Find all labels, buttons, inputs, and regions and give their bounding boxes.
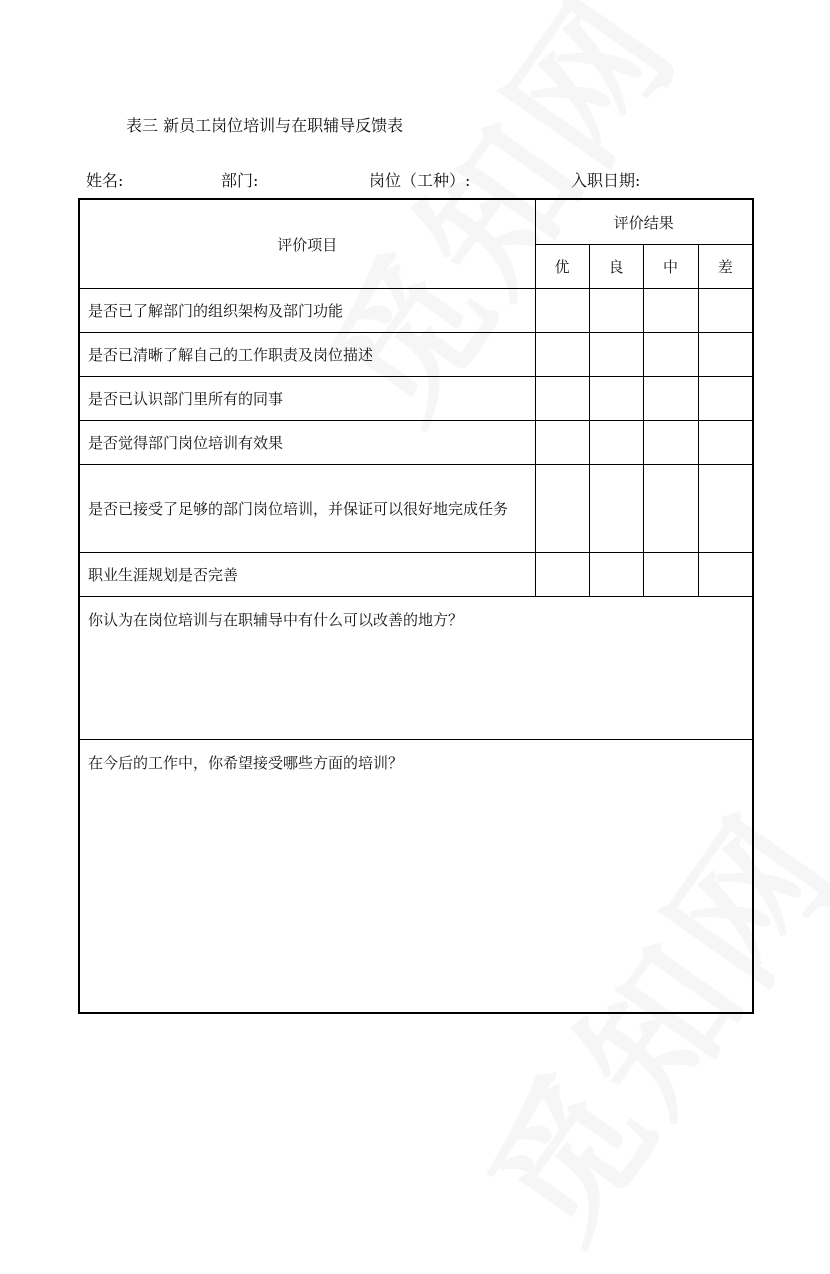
table-row — [79, 421, 753, 465]
feedback-table — [78, 198, 754, 1014]
item-label: 是否已清晰了解自己的工作职责及岗位描述 — [79, 333, 535, 377]
item-label: 职业生涯规划是否完善 — [79, 553, 535, 597]
grade-cell-excellent[interactable] — [535, 289, 589, 333]
position-label: 岗位（工种）: — [369, 171, 471, 190]
grade-cell-poor[interactable] — [698, 421, 753, 465]
grade-cell-good[interactable] — [589, 421, 643, 465]
future-training-question[interactable]: 在今后的工作中，你希望接受哪些方面的培训？ — [79, 740, 753, 1014]
item-label: 是否已认识部门里所有的同事 — [79, 377, 535, 421]
table-row — [79, 377, 753, 421]
grade-cell-good[interactable] — [589, 377, 643, 421]
grade-cell-poor[interactable] — [698, 377, 753, 421]
table-row — [79, 289, 753, 333]
grade-cell-excellent[interactable] — [535, 333, 589, 377]
grade-cell-good[interactable] — [589, 465, 643, 553]
table-row — [79, 333, 753, 377]
grade-cell-good[interactable] — [589, 289, 643, 333]
item-label: 是否已了解部门的组织架构及部门功能 — [79, 289, 535, 333]
result-header: 评价结果 — [535, 199, 753, 245]
grade-cell-average[interactable] — [643, 421, 698, 465]
table-row — [79, 553, 753, 597]
grade-good-header: 良 — [589, 245, 643, 289]
item-header: 评价项目 — [79, 199, 535, 289]
grade-average-header: 中 — [643, 245, 698, 289]
grade-cell-excellent[interactable] — [535, 377, 589, 421]
grade-excellent-header: 优 — [535, 245, 589, 289]
form-title: 表三 新员工岗位培训与在职辅导反馈表 — [126, 116, 404, 135]
grade-cell-excellent[interactable] — [535, 465, 589, 553]
grade-cell-average[interactable] — [643, 465, 698, 553]
grade-cell-good[interactable] — [589, 553, 643, 597]
grade-cell-average[interactable] — [643, 553, 698, 597]
grade-cell-poor[interactable] — [698, 333, 753, 377]
grade-cell-good[interactable] — [589, 333, 643, 377]
improvement-question[interactable]: 你认为在岗位培训与在职辅导中有什么可以改善的地方？ — [79, 597, 753, 740]
item-label: 是否已接受了足够的部门岗位培训，并保证可以很好地完成任务 — [79, 465, 535, 553]
grade-cell-poor[interactable] — [698, 553, 753, 597]
dept-label: 部门: — [221, 171, 259, 190]
grade-cell-excellent[interactable] — [535, 553, 589, 597]
grade-cell-average[interactable] — [643, 289, 698, 333]
item-label: 是否觉得部门岗位培训有效果 — [79, 421, 535, 465]
grade-poor-header: 差 — [698, 245, 753, 289]
hire-date-label: 入职日期: — [571, 171, 641, 190]
grade-cell-average[interactable] — [643, 333, 698, 377]
grade-cell-poor[interactable] — [698, 289, 753, 333]
table-row — [79, 465, 753, 553]
grade-cell-average[interactable] — [643, 377, 698, 421]
grade-cell-poor[interactable] — [698, 465, 753, 553]
grade-cell-excellent[interactable] — [535, 421, 589, 465]
name-label: 姓名: — [86, 171, 124, 190]
